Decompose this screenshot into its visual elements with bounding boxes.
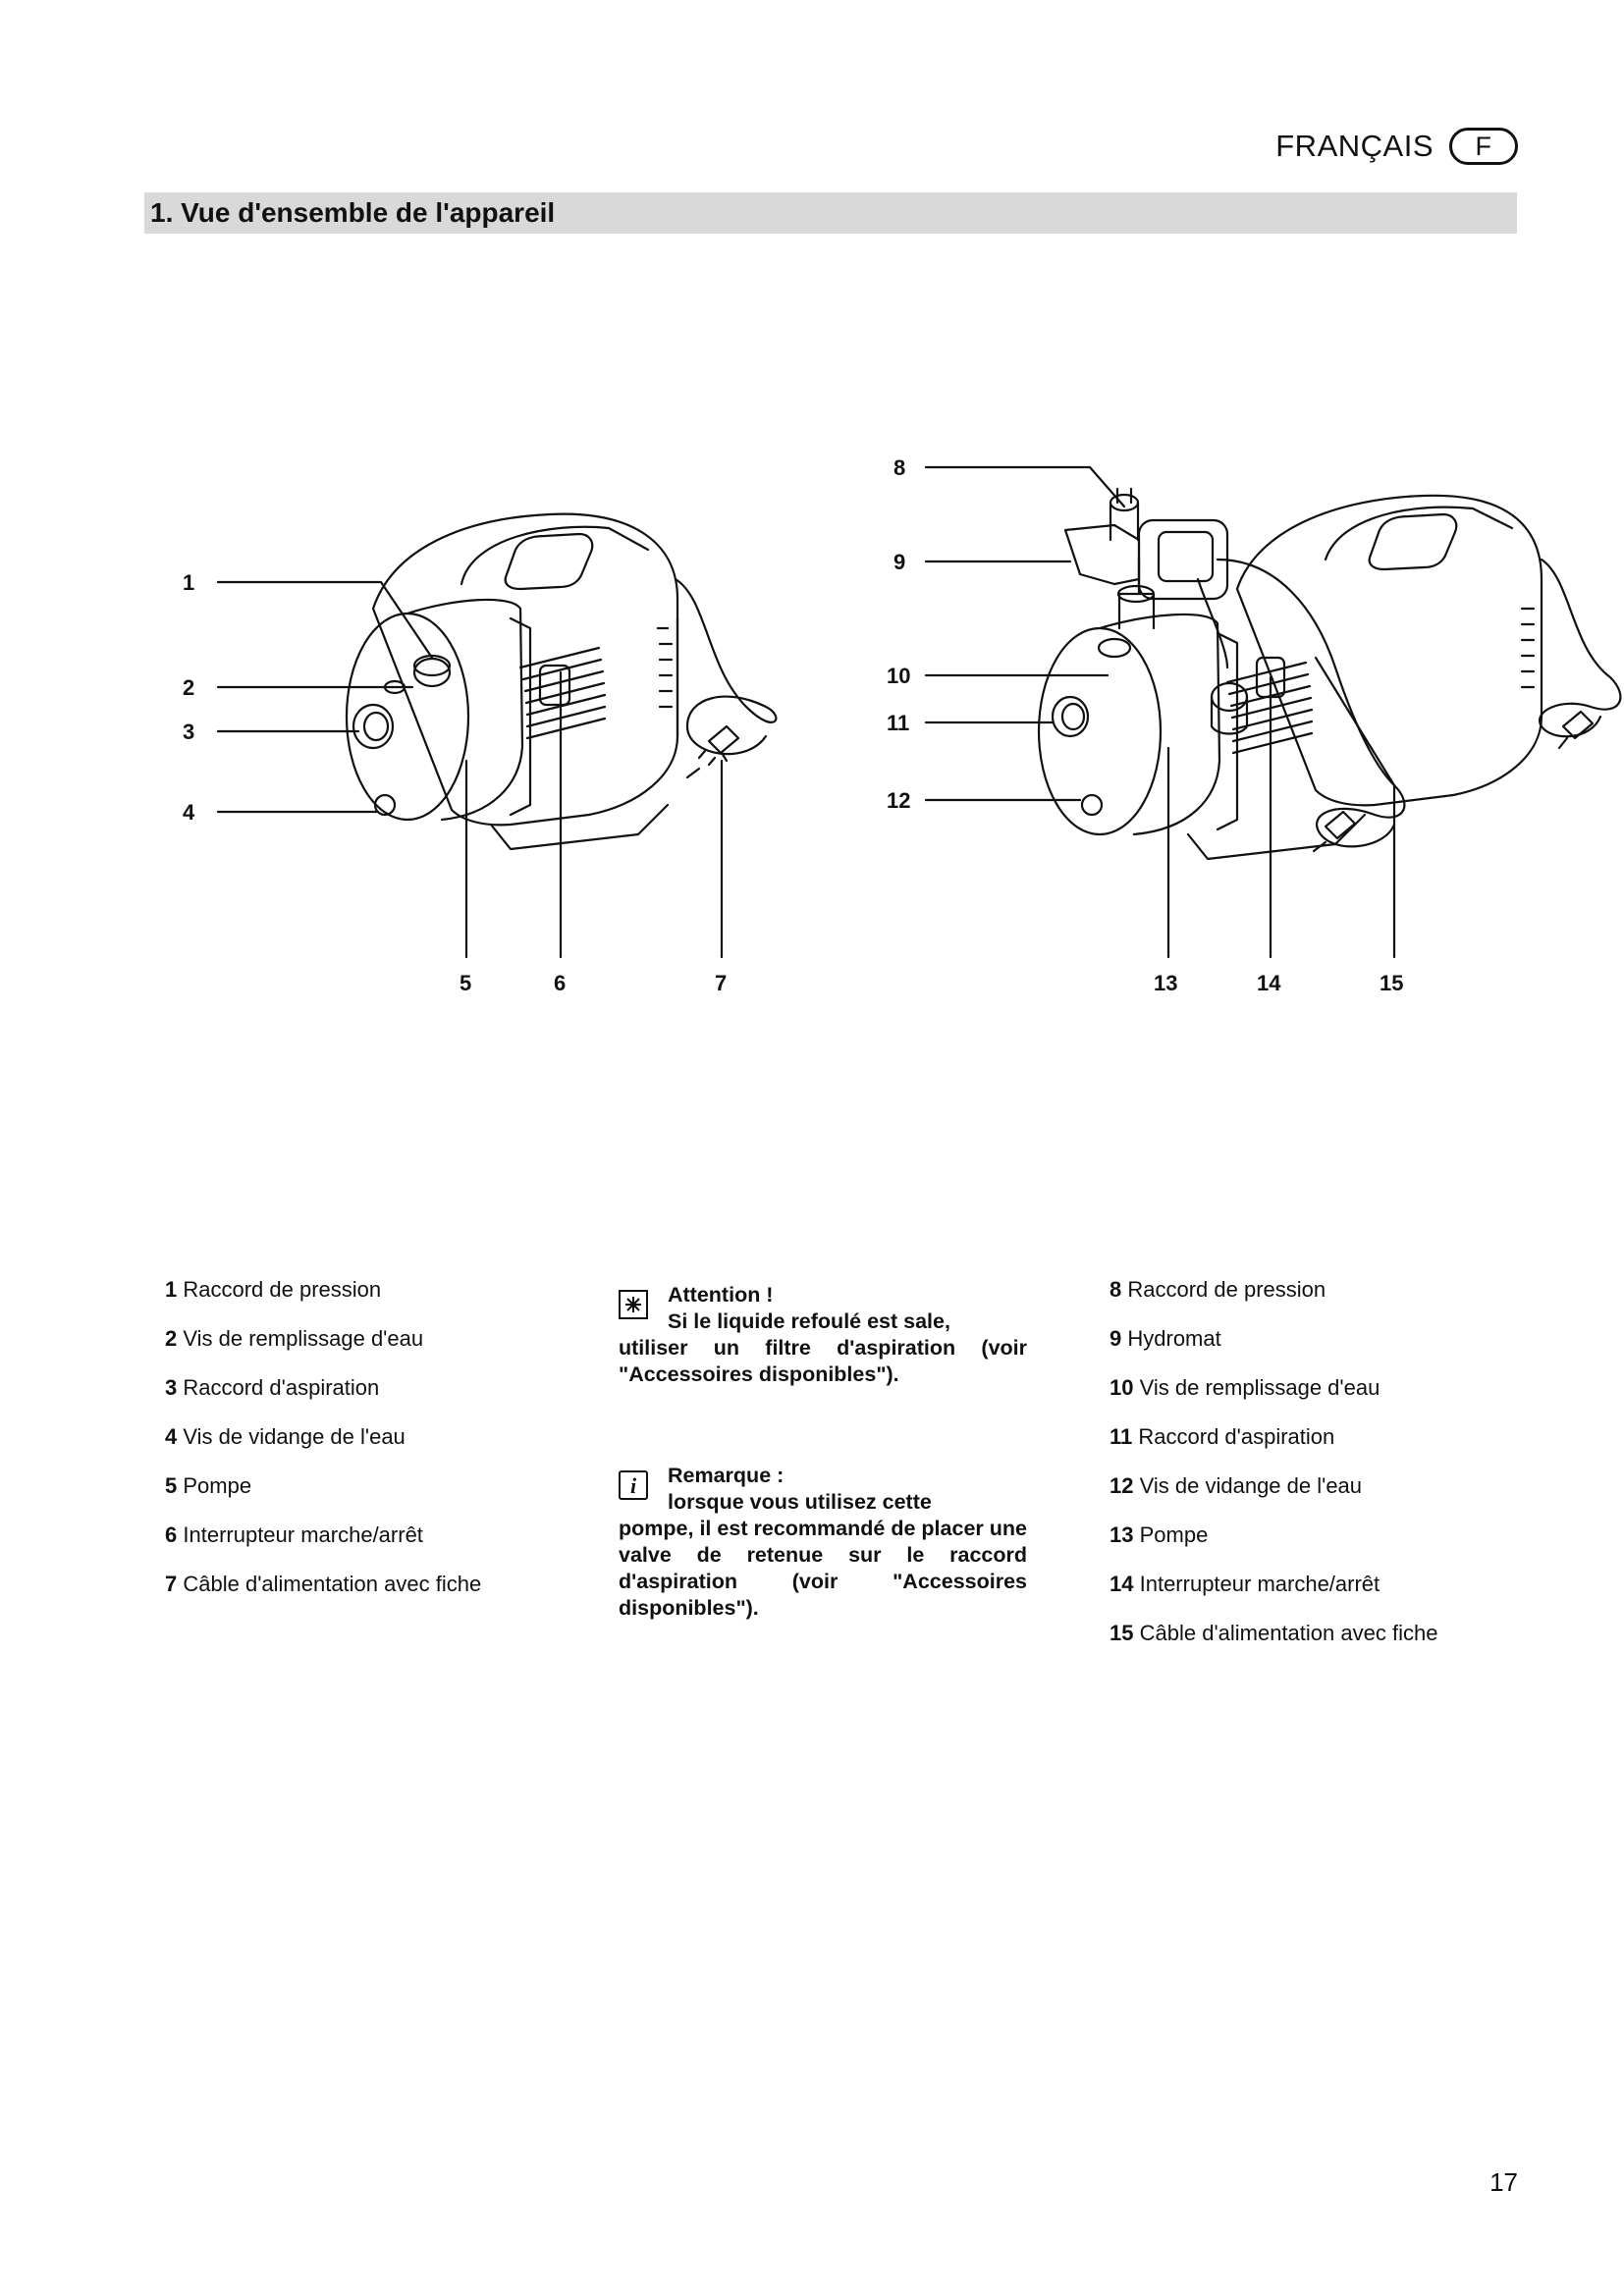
list-item [1110, 1522, 1437, 1571]
legend-text: Hydromat [1127, 1326, 1221, 1351]
attention-title: Attention ! [668, 1283, 774, 1307]
callout-9: 9 [893, 550, 906, 574]
legend-number: 2 [165, 1326, 178, 1351]
legend-text: Vis de remplissage d'eau [1139, 1375, 1380, 1400]
legend-text: Vis de remplissage d'eau [183, 1326, 424, 1351]
list-item [165, 1571, 481, 1620]
legend-number: 6 [165, 1522, 178, 1547]
list-item [165, 1522, 481, 1571]
attention-note [619, 1282, 1027, 1388]
list-item [165, 1276, 481, 1325]
legend-text: Raccord d'aspiration [183, 1375, 380, 1400]
legend-number: 15 [1110, 1621, 1134, 1645]
callout-10: 10 [887, 664, 911, 688]
callout-11: 11 [887, 711, 910, 735]
list-item [1110, 1374, 1437, 1423]
pump-overview-figure [0, 412, 1624, 1021]
legend-text: Vis de vidange de l'eau [183, 1424, 406, 1449]
language-label: FRANÇAIS [1275, 129, 1434, 163]
list-item [1110, 1620, 1437, 1669]
section-header [144, 192, 1517, 234]
remarque-text: pompe, il est recommandé de placer une valve de retenue sur le raccord d'aspiration (voir "Accessoires disponibles"). [619, 1517, 1027, 1620]
attention-line: Si le liquide refoulé est sale, [668, 1309, 950, 1333]
remarque-title: Remarque : [668, 1464, 785, 1487]
legend-number: 10 [1110, 1375, 1134, 1400]
list-item [1110, 1472, 1437, 1522]
language-indicator [1275, 128, 1518, 165]
remarque-note [619, 1463, 1027, 1622]
legend-number: 13 [1110, 1522, 1134, 1547]
legend-text: Interrupteur marche/arrêt [1139, 1572, 1380, 1596]
legend-number: 4 [165, 1424, 178, 1449]
legend-text: Raccord de pression [1127, 1277, 1326, 1302]
legend-number: 8 [1110, 1277, 1122, 1302]
legend-text: Raccord de pression [183, 1277, 382, 1302]
list-item [1110, 1325, 1437, 1374]
list-item [165, 1325, 481, 1374]
list-item [1110, 1276, 1437, 1325]
legend-number: 1 [165, 1277, 178, 1302]
remarque-line: lorsque vous utilisez cette [668, 1490, 932, 1514]
legend-number: 3 [165, 1375, 178, 1400]
callout-2: 2 [183, 675, 195, 700]
callout-15: 15 [1380, 971, 1404, 995]
legend-list-right [1110, 1276, 1437, 1669]
callout-14: 14 [1257, 971, 1281, 995]
list-item [1110, 1571, 1437, 1620]
legend-number: 5 [165, 1473, 178, 1498]
list-item [1110, 1423, 1437, 1472]
notes-column [619, 1282, 1027, 1622]
callout-13: 13 [1154, 971, 1178, 995]
callout-3: 3 [183, 720, 195, 744]
section-title: 1. Vue d'ensemble de l'appareil [150, 197, 556, 228]
legend-number: 7 [165, 1572, 178, 1596]
legend-text: Raccord d'aspiration [1138, 1424, 1335, 1449]
legend-text: Interrupteur marche/arrêt [183, 1522, 423, 1547]
callout-8: 8 [893, 455, 906, 480]
info-icon: i [619, 1470, 648, 1500]
attention-text: utiliser un filtre d'aspiration (voir "Accessoires disponibles"). [619, 1336, 1027, 1386]
list-item [165, 1374, 481, 1423]
legend-number: 14 [1110, 1572, 1134, 1596]
callout-7: 7 [715, 971, 728, 995]
legend-text: Pompe [1139, 1522, 1209, 1547]
attention-icon [619, 1290, 648, 1319]
legend-text: Câble d'alimentation avec fiche [1139, 1621, 1438, 1645]
callout-12: 12 [887, 788, 911, 813]
legend-text: Câble d'alimentation avec fiche [183, 1572, 482, 1596]
legend-number: 11 [1110, 1424, 1133, 1449]
legend-text: Vis de vidange de l'eau [1139, 1473, 1363, 1498]
callout-5: 5 [460, 971, 472, 995]
language-code-badge: F [1449, 128, 1518, 165]
legend-list-left [165, 1276, 481, 1620]
callout-1: 1 [183, 570, 195, 595]
pump-illustration-right [1039, 489, 1620, 859]
list-item [165, 1472, 481, 1522]
callout-6: 6 [554, 971, 567, 995]
legend-number: 12 [1110, 1473, 1134, 1498]
list-item [165, 1423, 481, 1472]
legend-number: 9 [1110, 1326, 1122, 1351]
legend-text: Pompe [183, 1473, 252, 1498]
callout-4: 4 [183, 800, 195, 825]
page-number: 17 [1489, 2167, 1518, 2197]
